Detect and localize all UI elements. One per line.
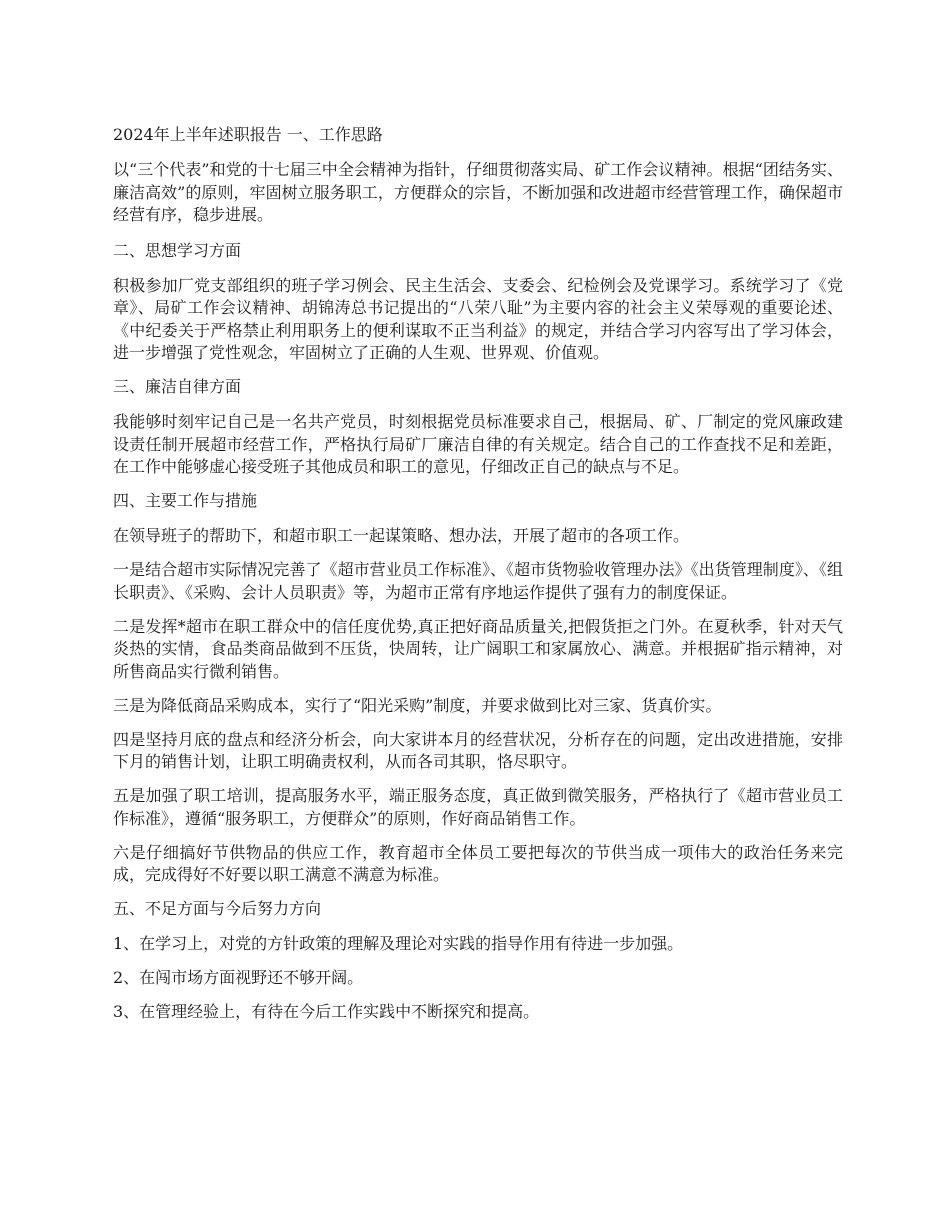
paragraph-measure-3: 三是为降低商品采购成本，实行了“阳光采购”制度，并要求做到比对三家、货真价实。 [113, 695, 722, 715]
document-page [113, 124, 843, 1035]
document-title: 2024年上半年述职报告 一、工作思路 [113, 125, 383, 144]
paragraph-integrity: 我能够时刻牢记自己是一名共产党员，时刻根据党员标准要求自己，根据局、矿、厂制定的党风廉政建设责任制开展超市经营工作，严格执行局矿厂廉洁自律的有关规定。结合自己的工作查找不足和差距，在工作中能够虚心接受班子其他成员和职工的意见，仔细改正自己的缺点与不足。 [113, 412, 843, 476]
paragraph-measure-2: 二是发挥*超市在职工群众中的信任度优势,真正把好商品质量关,把假货拒之门外。在夏秋季，针对天气炎热的实情，食品类商品做到不压货，快周转，让广阔职工和家属放心、满意。并根据矿指示精神，对所售商品实行微利销售。 [113, 616, 843, 681]
section-heading-main-work: 四、主要工作与措施 [113, 491, 258, 510]
list-item-shortcoming-3: 3、在管理经验上，有待在今后工作实践中不断探究和提高。 [113, 1002, 540, 1021]
section-heading-integrity: 三、廉洁自律方面 [113, 377, 242, 396]
list-item-shortcoming-1: 1、在学习上，对党的方针政策的理解及理论对实践的指导作用有待进一步加强。 [113, 934, 684, 953]
section-heading-shortcomings: 五、不足方面与今后努力方向 [113, 899, 322, 918]
paragraph-main-work-intro: 在领导班子的帮助下，和超市职工一起谋策略、想办法，开展了超市的各项工作。 [113, 526, 690, 545]
paragraph-measure-4: 四是坚持月底的盘点和经济分析会，向大家讲本月的经营状况，分析存在的问题，定出改进措施，安排下月的销售计划，让职工明确责权利，从而各司其职，恪尽职守。 [113, 729, 843, 771]
paragraph-measure-6: 六是仔细搞好节供物品的供应工作，教育超市全体员工要把每次的节供当成一项伟大的政治任务来完成，完成得好不好要以职工满意不满意为标准。 [113, 842, 843, 884]
paragraph-measure-5: 五是加强了职工培训，提高服务水平，端正服务态度，真正做到微笑服务，严格执行了《超市营业员工作标准》，遵循“服务职工，方便群众”的原则，作好商品销售工作。 [113, 786, 843, 828]
list-item-shortcoming-2: 2、在闯市场方面视野还不够开阔。 [113, 968, 364, 987]
section-heading-study: 二、思想学习方面 [113, 240, 242, 260]
paragraph-measure-1: 一是结合超市实际情况完善了《超市营业员工作标准》、《超市货物验收管理办法》《出货管理制度》、《组长职责》、《采购、会计人员职责》等，为超市正常有序地运作提供了强有力的制度保证。 [113, 560, 843, 602]
paragraph-study: 积极参加厂党支部组织的班子学习例会、民主生活会、支委会、纪检例会及党课学习。系统学习了《党章》、局矿工作会议精神、胡锦涛总书记提出的“八荣八耻”为主要内容的社会主义荣辱观的重要论述、《中纪委关于严格禁止利用职务上的便利谋取不正当利益》的规定，并结合学习内容写出了学习体会，进一步增强了党性观念，牢固树立了正确的人生观、世界观、价值观。 [113, 275, 843, 362]
paragraph-work-guideline: 以“三个代表”和党的十七届三中全会精神为指针，仔细贯彻落实局、矿工作会议精神。根据“团结务实、廉洁高效”的原则，牢固树立服务职工，方便群众的宗旨，不断加强和改进超市经营管理工作，确保超市经营有序，稳步进展。 [113, 160, 843, 224]
